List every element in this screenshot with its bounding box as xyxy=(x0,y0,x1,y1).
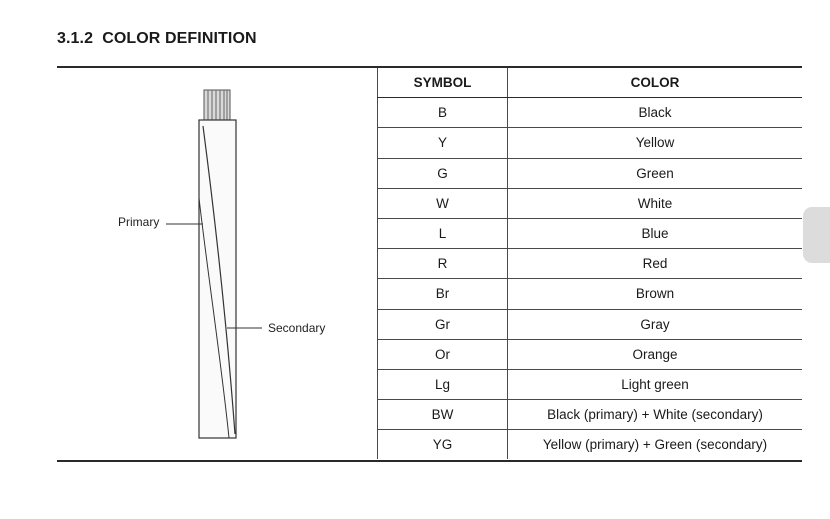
table-row xyxy=(378,309,803,339)
symbol-cell: B xyxy=(378,98,508,128)
table-row xyxy=(378,158,803,188)
color-cell: Gray xyxy=(508,309,803,339)
color-column-header: COLOR xyxy=(508,68,803,98)
table-row xyxy=(378,279,803,309)
secondary-label: Secondary xyxy=(268,321,326,335)
color-cell: Brown xyxy=(508,279,803,309)
table-row xyxy=(378,218,803,248)
color-cell: Green xyxy=(508,158,803,188)
wire-illustration xyxy=(57,68,377,460)
primary-label: Primary xyxy=(118,215,160,229)
color-cell: Black (primary) + White (secondary) xyxy=(508,400,803,430)
symbol-cell: Lg xyxy=(378,369,508,399)
table-row xyxy=(378,400,803,430)
section-number: 3.1.2 xyxy=(57,30,94,47)
table-row xyxy=(378,430,803,460)
symbol-cell: R xyxy=(378,249,508,279)
wire-diagram xyxy=(57,68,377,460)
table-row xyxy=(378,339,803,369)
symbol-cell: Gr xyxy=(378,309,508,339)
table-row xyxy=(378,249,803,279)
table-row xyxy=(378,98,803,128)
table-header-row xyxy=(378,68,803,98)
page-edge-tab xyxy=(803,207,830,263)
color-cell: Black xyxy=(508,98,803,128)
table-row xyxy=(378,128,803,158)
wire-insulation xyxy=(199,120,236,438)
color-cell: Yellow (primary) + Green (secondary) xyxy=(542,437,768,453)
symbol-cell: L xyxy=(378,218,508,248)
color-cell: Light green xyxy=(508,369,803,399)
conductor-strands xyxy=(204,90,230,121)
section-title: COLOR DEFINITION xyxy=(102,30,257,47)
color-cell: White xyxy=(508,188,803,218)
symbol-column-header: SYMBOL xyxy=(378,68,508,98)
symbol-cell: G xyxy=(378,158,508,188)
symbol-cell: Or xyxy=(378,339,508,369)
symbol-cell: YG xyxy=(378,430,508,460)
table-row xyxy=(378,188,803,218)
color-cell: Yellow xyxy=(508,128,803,158)
color-cell: Blue xyxy=(508,218,803,248)
color-cell: Orange xyxy=(508,339,803,369)
symbol-cell: Br xyxy=(378,279,508,309)
table-bottom-rule xyxy=(57,460,802,462)
table-row xyxy=(378,369,803,399)
color-cell: Red xyxy=(508,249,803,279)
color-definition-table xyxy=(377,68,802,459)
section-heading xyxy=(57,30,257,48)
symbol-cell: BW xyxy=(378,400,508,430)
symbol-cell: Y xyxy=(378,128,508,158)
symbol-cell: W xyxy=(378,188,508,218)
